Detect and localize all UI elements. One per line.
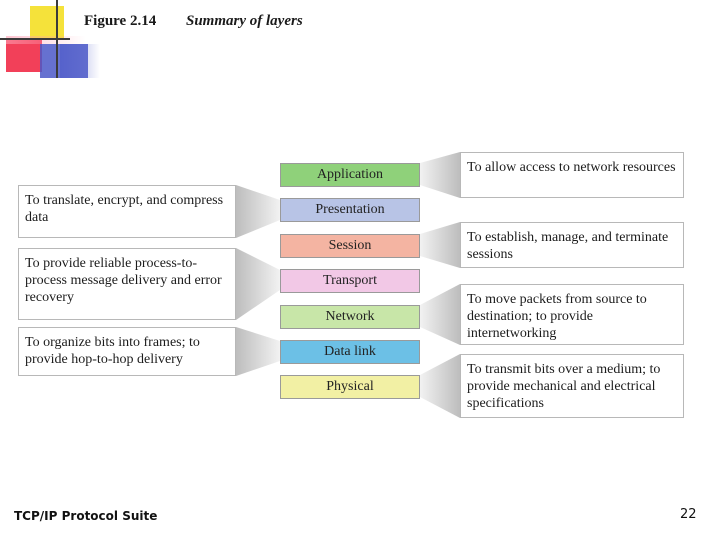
layer-presentation: Presentation [280,198,420,222]
note-transport: To provide reliable process-to-process message delivery and error recovery [18,248,236,320]
note-network: To move packets from source to destination; to provide internetworking [460,284,684,345]
layer-transport: Transport [280,269,420,293]
wedge-network [420,284,460,345]
layer-application: Application [280,163,420,187]
note-session: To establish, manage, and terminate sessions [460,222,684,268]
note-presentation: To translate, encrypt, and compress data [18,185,236,238]
wedge-application [420,152,460,198]
wedge-physical [420,354,460,418]
layer-network: Network [280,305,420,329]
note-data-link: To organize bits into frames; to provide hop-to-hop delivery [18,327,236,376]
layer-data-link: Data link [280,340,420,364]
wedge-presentation [236,185,280,238]
note-physical: To transmit bits over a medium; to provide mechanical and electrical specifications [460,354,684,418]
page-number: 22 [680,507,697,522]
wedge-transport [236,248,280,320]
note-application: To allow access to network resources [460,152,684,198]
figure-label: Figure 2.14 [84,13,157,29]
wedge-data-link [236,327,280,376]
figure-title: Summary of layers [186,13,303,29]
footer-title: TCP/IP Protocol Suite [14,509,158,523]
wedge-session [420,222,460,268]
layer-session: Session [280,234,420,258]
layer-physical: Physical [280,375,420,399]
